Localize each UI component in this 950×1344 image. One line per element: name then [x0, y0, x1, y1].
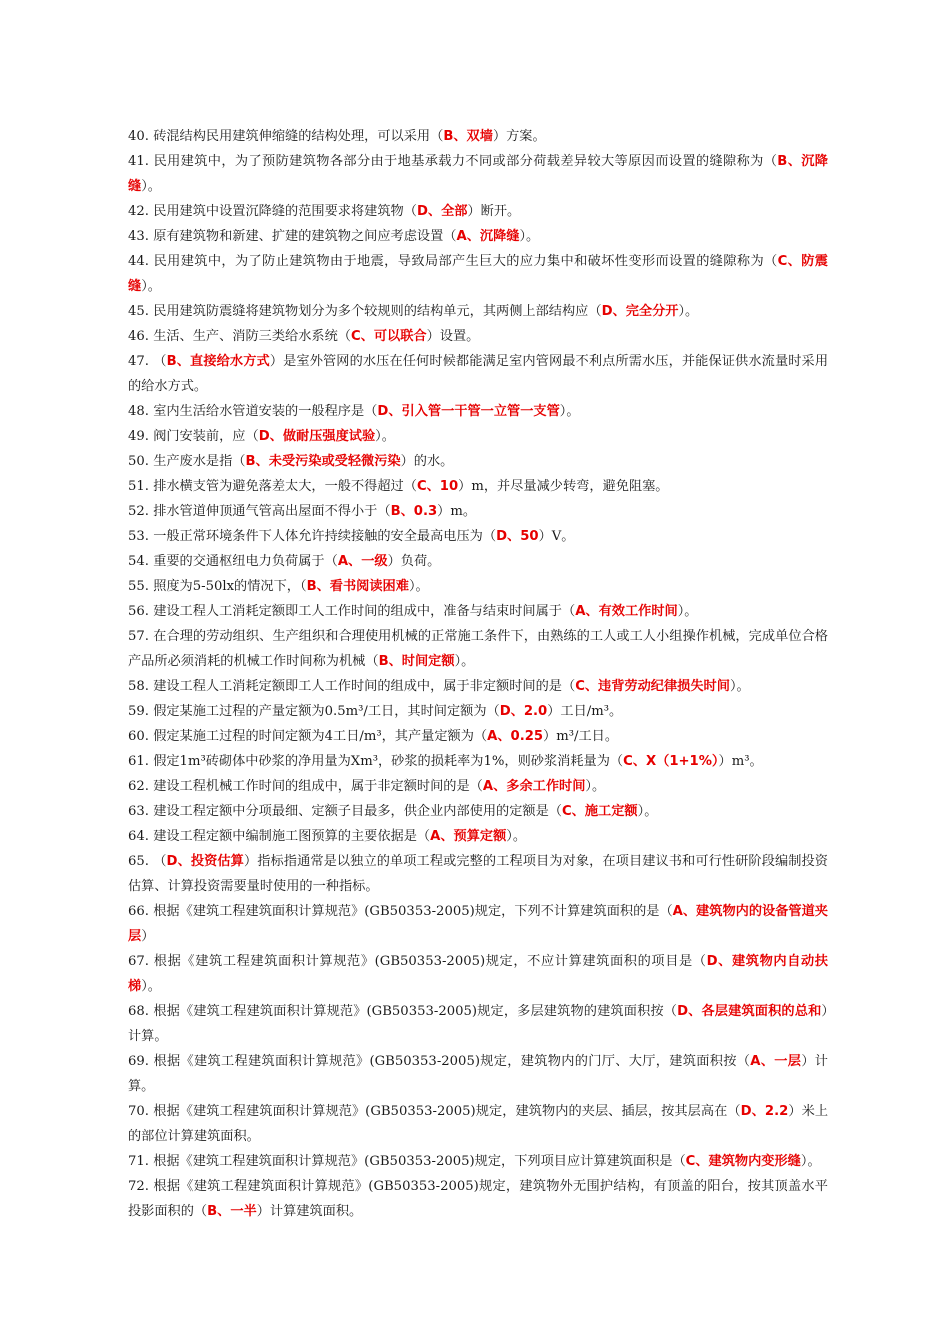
answer-text: C、防震缝 — [128, 254, 828, 294]
question-text-end: ）。 — [141, 279, 161, 294]
question-item — [128, 199, 828, 224]
answer-text: D、50 — [496, 529, 539, 544]
question-text: （ — [153, 854, 167, 869]
question-text: 根据《建筑工程建筑面积计算规范》(GB50353-2005)规定，建筑物外无围护结构，有顶盖的阳台，按其顶盖水平投影面积的（ — [128, 1179, 828, 1219]
question-text-end: ）。 — [506, 829, 527, 844]
question-item — [128, 424, 828, 449]
question-item — [128, 249, 828, 299]
question-number: 64. — [128, 829, 149, 844]
answer-text: C、建筑物内变形缝 — [685, 1154, 801, 1169]
question-text: 民用建筑中，为了预防建筑物各部分由于地基承载力不同或部分荷载差异较大等原因而设置的缝隙称为（ — [153, 154, 778, 169]
question-number: 44. — [128, 254, 149, 269]
question-text: 阀门安装前，应（ — [153, 429, 259, 444]
question-text: 建设工程人工消耗定额即工人工作时间的组成中，准备与结束时间属于（ — [153, 604, 576, 619]
answer-text: C、10 — [416, 479, 459, 494]
question-item — [128, 849, 828, 899]
question-number: 72. — [128, 1179, 149, 1194]
question-number: 71. — [128, 1154, 149, 1169]
question-number: 65. — [128, 854, 149, 869]
answer-text: A、沉降缝 — [456, 229, 520, 244]
question-number: 67. — [128, 954, 149, 969]
question-number: 56. — [128, 604, 149, 619]
question-item — [128, 824, 828, 849]
question-number: 69. — [128, 1054, 149, 1069]
question-text-end: ）米上的部位计算建筑面积。 — [128, 1104, 829, 1144]
question-text-end: ）m³/工日。 — [543, 729, 619, 744]
answer-text: B、时间定额 — [378, 654, 455, 669]
answer-text: B、一半 — [207, 1204, 257, 1219]
question-text-end: ）断开。 — [467, 204, 521, 219]
question-item — [128, 149, 828, 199]
question-number: 59. — [128, 704, 149, 719]
question-number: 41. — [128, 154, 149, 169]
question-text: 排水横支管为避免落差太大，一般不得超过（ — [153, 479, 417, 494]
question-text: 原有建筑物和新建、扩建的建筑物之间应考虑设置（ — [153, 229, 457, 244]
question-text: 砖混结构民用建筑伸缩缝的结构处理，可以采用（ — [153, 129, 444, 144]
answer-text: D、投资估算 — [166, 854, 244, 869]
question-item — [128, 999, 828, 1049]
question-text: 民用建筑中设置沉降缝的范围要求将建筑物（ — [153, 204, 417, 219]
question-text: 室内生活给水管道安装的一般程序是（ — [153, 404, 378, 419]
question-item — [128, 449, 828, 474]
question-number: 55. — [128, 579, 149, 594]
question-text: 假定某施工过程的产量定额为0.5m³/工日，其时间定额为（ — [153, 704, 500, 719]
question-text: 排水管道伸顶通气管高出屋面不得小于（ — [153, 504, 391, 519]
question-number: 60. — [128, 729, 149, 744]
question-text: 建设工程人工消耗定额即工人工作时间的组成中，属于非定额时间的是（ — [153, 679, 576, 694]
answer-text: D、全部 — [416, 204, 468, 219]
question-item — [128, 349, 828, 399]
answer-text: A、一级 — [337, 554, 388, 569]
question-item — [128, 774, 828, 799]
question-number: 58. — [128, 679, 149, 694]
question-text-end: ）计算建筑面积。 — [256, 1204, 363, 1219]
answer-text: D、引入管一干管一立管一支管 — [377, 404, 560, 419]
answer-text: B、0.3 — [390, 504, 438, 519]
question-text-end: ）工日/m³。 — [547, 704, 623, 719]
question-number: 53. — [128, 529, 149, 544]
question-text-end: ）。 — [637, 804, 658, 819]
question-text-end: ）。 — [585, 779, 606, 794]
question-number: 43. — [128, 229, 149, 244]
question-text-end: ）。 — [678, 304, 699, 319]
question-text: 根据《建筑工程建筑面积计算规范》(GB50353-2005)规定，多层建筑物的建筑面积按（ — [153, 1004, 678, 1019]
question-text: 根据《建筑工程建筑面积计算规范》(GB50353-2005)规定，下列不计算建筑面积的是（ — [153, 904, 673, 919]
question-text-end: ）是室外管网的水压在任何时候都能满足室内管网最不利点所需水压，并能保证供水流量时采用的给水方式。 — [128, 354, 829, 394]
question-text: 根据《建筑工程建筑面积计算规范》(GB50353-2005)规定，下列项目应计算建筑面积是（ — [153, 1154, 686, 1169]
question-item — [128, 124, 828, 149]
question-text: 重要的交通枢纽电力负荷属于（ — [153, 554, 338, 569]
answer-text: A、一层 — [750, 1054, 802, 1069]
question-text: 假定某施工过程的时间定额为4工日/m³，其产量定额为（ — [153, 729, 488, 744]
question-text-end: ）。 — [729, 679, 750, 694]
question-item — [128, 1149, 828, 1174]
question-item — [128, 899, 828, 949]
answer-text: D、各层建筑面积的总和 — [677, 1004, 822, 1019]
question-item — [128, 224, 828, 249]
question-list — [128, 124, 828, 1224]
question-text: 根据《建筑工程建筑面积计算规范》(GB50353-2005)规定，建筑物内的门厅、大厅，建筑面积按（ — [153, 1054, 751, 1069]
answer-text: D、建筑物内自动扶梯 — [128, 954, 828, 994]
question-text: 民用建筑中，为了防止建筑物由于地震，导致局部产生巨大的应力集中和破坏性变形而设置的缝隙称为（ — [153, 254, 778, 269]
question-text: 民用建筑防震缝将建筑物划分为多个较规则的结构单元，其两侧上部结构应（ — [153, 304, 602, 319]
answer-text: B、未受污染或受轻微污染 — [245, 454, 401, 469]
question-text: 建设工程机械工作时间的组成中，属于非定额时间的是（ — [153, 779, 483, 794]
question-item — [128, 499, 828, 524]
question-text-end: ）方案。 — [492, 129, 546, 144]
question-text-end: ）。 — [677, 604, 698, 619]
question-text-end: ）指标指通常是以独立的单项工程或完整的工程项目为对象，在项目建议书和可行性研阶段编制投资估算、计算投资需要量时使用的一种指标。 — [128, 854, 828, 894]
question-item — [128, 399, 828, 424]
answer-text: C、违背劳动纪律损失时间 — [575, 679, 730, 694]
question-item — [128, 674, 828, 699]
question-text-end: ）。 — [141, 979, 161, 994]
question-text-end: ）。 — [408, 579, 429, 594]
answer-text: C、可以联合 — [351, 329, 427, 344]
question-text-end: ）计算。 — [128, 1004, 829, 1044]
question-text-end: ）。 — [375, 429, 395, 444]
question-number: 42. — [128, 204, 149, 219]
question-text: 建设工程定额中编制施工图预算的主要依据是（ — [153, 829, 431, 844]
question-number: 57. — [128, 629, 149, 644]
question-text: 建设工程定额中分项最细、定额子目最多，供企业内部使用的定额是（ — [153, 804, 562, 819]
question-text-end: ）的水。 — [400, 454, 454, 469]
answer-text: A、多余工作时间 — [482, 779, 586, 794]
answer-text: A、建筑物内的设备管道夹层 — [128, 904, 828, 944]
question-number: 50. — [128, 454, 149, 469]
answer-text: D、完全分开 — [601, 304, 679, 319]
question-item — [128, 1099, 828, 1149]
answer-text: B、双墙 — [443, 129, 493, 144]
question-text-end: ）。 — [559, 404, 580, 419]
question-number: 54. — [128, 554, 149, 569]
question-text: （ — [153, 354, 167, 369]
question-text: 假定1m³砖砌体中砂浆的净用量为Xm³，砂浆的损耗率为1%，则砂浆消耗量为（ — [153, 754, 624, 769]
answer-text: D、做耐压强度试验 — [258, 429, 376, 444]
question-text-end: ） — [141, 929, 155, 944]
answer-text: B、沉降缝 — [128, 154, 828, 194]
question-item — [128, 624, 828, 674]
answer-text: A、有效工作时间 — [575, 604, 678, 619]
question-item — [128, 949, 828, 999]
answer-text: A、0.25 — [487, 729, 544, 744]
question-text-end: ）。 — [800, 1154, 821, 1169]
question-text: 照度为5-50lx的情况下，（ — [153, 579, 307, 594]
question-text: 一般正常环境条件下人体允许持续接触的安全最高电压为（ — [153, 529, 497, 544]
question-number: 48. — [128, 404, 149, 419]
question-number: 52. — [128, 504, 149, 519]
question-text-end: ）。 — [454, 654, 475, 669]
question-text-end: ）。 — [519, 229, 540, 244]
question-number: 62. — [128, 779, 149, 794]
question-number: 63. — [128, 804, 149, 819]
question-item — [128, 1049, 828, 1099]
question-number: 49. — [128, 429, 149, 444]
question-number: 70. — [128, 1104, 149, 1119]
question-text-end: ）m。 — [437, 504, 477, 519]
question-text-end: ）m，并尽量减少转弯，避免阻塞。 — [458, 479, 669, 494]
question-item — [128, 724, 828, 749]
question-number: 46. — [128, 329, 149, 344]
question-text-end: ）计算。 — [128, 1054, 828, 1094]
question-item — [128, 599, 828, 624]
question-item — [128, 574, 828, 599]
question-number: 61. — [128, 754, 149, 769]
question-item — [128, 799, 828, 824]
question-item — [128, 749, 828, 774]
question-text: 根据《建筑工程建筑面积计算规范》(GB50353-2005)规定，不应计算建筑面积的项目是（ — [153, 954, 707, 969]
question-number: 45. — [128, 304, 149, 319]
answer-text: B、直接给水方式 — [166, 354, 270, 369]
question-item — [128, 474, 828, 499]
question-number: 47. — [128, 354, 149, 369]
question-item — [128, 524, 828, 549]
question-number: 66. — [128, 904, 149, 919]
question-item — [128, 699, 828, 724]
question-item — [128, 549, 828, 574]
question-text-end: ）m³。 — [718, 754, 763, 769]
question-text: 生产废水是指（ — [153, 454, 246, 469]
question-item — [128, 1174, 828, 1224]
question-number: 40. — [128, 129, 149, 144]
answer-text: A、预算定额 — [430, 829, 507, 844]
answer-text: D、2.0 — [499, 704, 548, 719]
question-number: 51. — [128, 479, 149, 494]
question-text-end: ）V。 — [538, 529, 575, 544]
question-text-end: ）设置。 — [426, 329, 480, 344]
answer-text: B、看书阅读困难 — [306, 579, 409, 594]
question-item — [128, 324, 828, 349]
question-text: 根据《建筑工程建筑面积计算规范》(GB50353-2005)规定，建筑物内的夹层、插层，按其层高在（ — [153, 1104, 741, 1119]
question-text: 生活、生产、消防三类给水系统（ — [153, 329, 351, 344]
question-text: 在合理的劳动组织、生产组织和合理使用机械的正常施工条件下，由熟练的工人或工人小组操作机械，完成单位合格产品所必须消耗的机械工作时间称为机械（ — [128, 629, 828, 669]
answer-text: C、X（1+1%） — [623, 754, 719, 769]
question-item — [128, 299, 828, 324]
question-text-end: ）。 — [141, 179, 161, 194]
question-text-end: ）负荷。 — [387, 554, 441, 569]
question-number: 68. — [128, 1004, 149, 1019]
answer-text: D、2.2 — [740, 1104, 789, 1119]
answer-text: C、施工定额 — [562, 804, 638, 819]
